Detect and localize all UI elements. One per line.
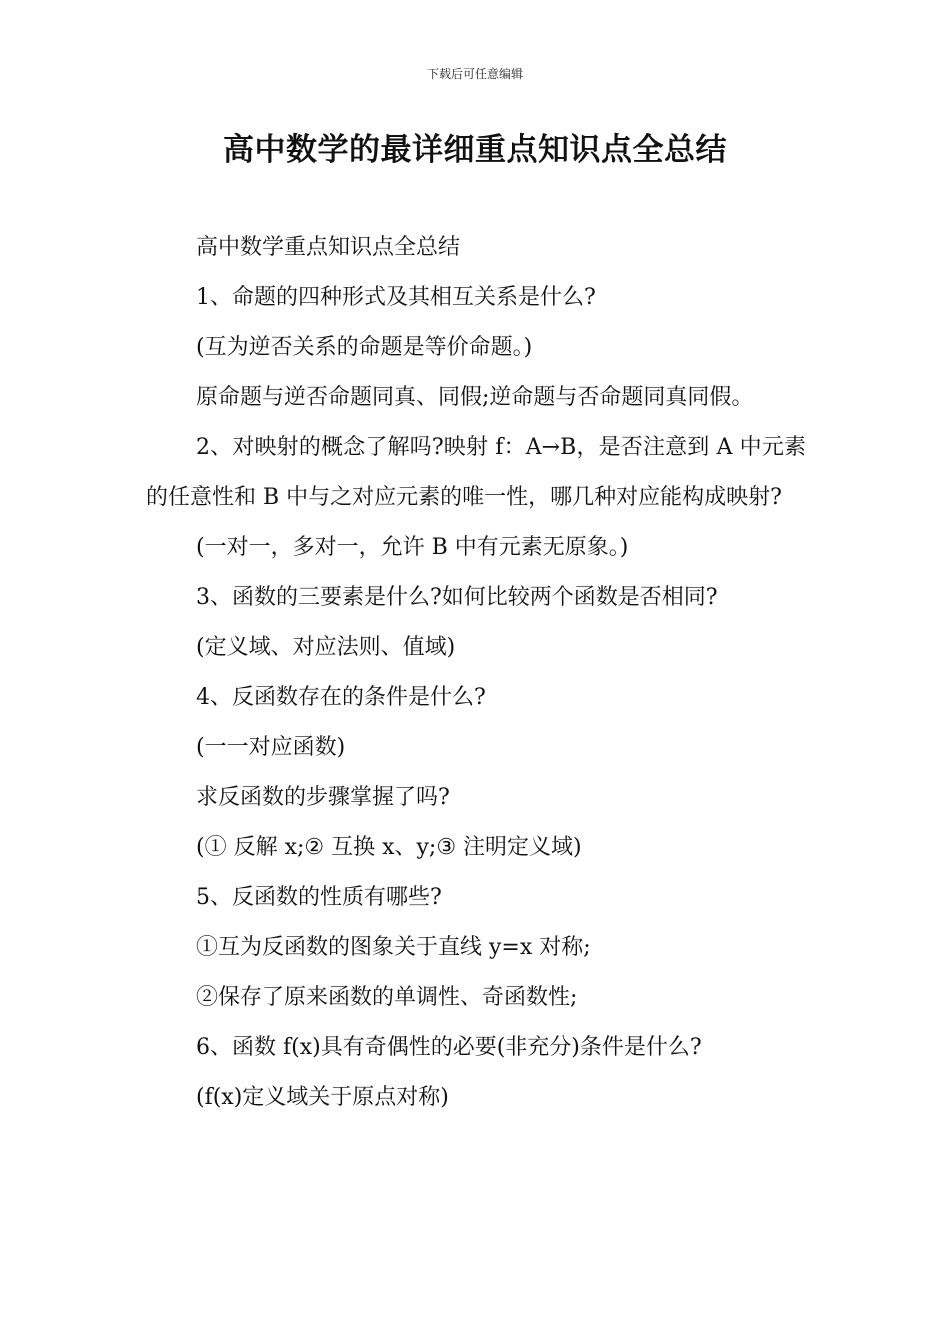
- paragraph-q4b: 求反函数的步骤掌握了吗?: [196, 785, 450, 810]
- paragraph-q2: 2、对映射的概念了解吗?映射 f：A→B，是否注意到 A 中元素的任意性和 B 中与之对应元素的唯一性，哪几种对应能构成映射?: [146, 435, 806, 510]
- paragraph-a1-note: (互为逆否关系的命题是等价命题。): [196, 335, 533, 360]
- paragraph-a1: 原命题与逆否命题同真、同假;逆命题与否命题同真同假。: [196, 385, 754, 410]
- paragraph-a5-1: ①互为反函数的图象关于直线 y=x 对称;: [196, 935, 591, 960]
- paragraph-q6: 6、函数 f(x)具有奇偶性的必要(非充分)条件是什么?: [196, 1035, 702, 1060]
- paragraph-q4: 4、反函数存在的条件是什么?: [196, 685, 486, 710]
- paragraph-q1: 1、命题的四种形式及其相互关系是什么?: [196, 285, 596, 310]
- paragraph-q5: 5、反函数的性质有哪些?: [196, 885, 442, 910]
- document-body: [146, 223, 806, 1123]
- paragraph-a4b: (① 反解 x;② 互换 x、y;③ 注明定义域): [196, 835, 582, 860]
- paragraph-a4: (一一对应函数): [196, 735, 346, 760]
- paragraph-q3: 3、函数的三要素是什么?如何比较两个函数是否相同?: [196, 585, 718, 610]
- paragraph-a2: (一对一，多对一，允许 B 中有元素无原象。): [196, 535, 629, 560]
- document-title: 高中数学的最详细重点知识点全总结: [223, 132, 727, 168]
- paragraph-a5-2: ②保存了原来函数的单调性、奇函数性;: [196, 985, 578, 1010]
- paragraph-a6: (f(x)定义域关于原点对称): [196, 1085, 449, 1110]
- paragraph-subtitle: 高中数学重点知识点全总结: [196, 235, 461, 260]
- page-header-note: 下载后可任意编辑: [426, 67, 523, 81]
- paragraph-a3: (定义域、对应法则、值域): [196, 635, 456, 660]
